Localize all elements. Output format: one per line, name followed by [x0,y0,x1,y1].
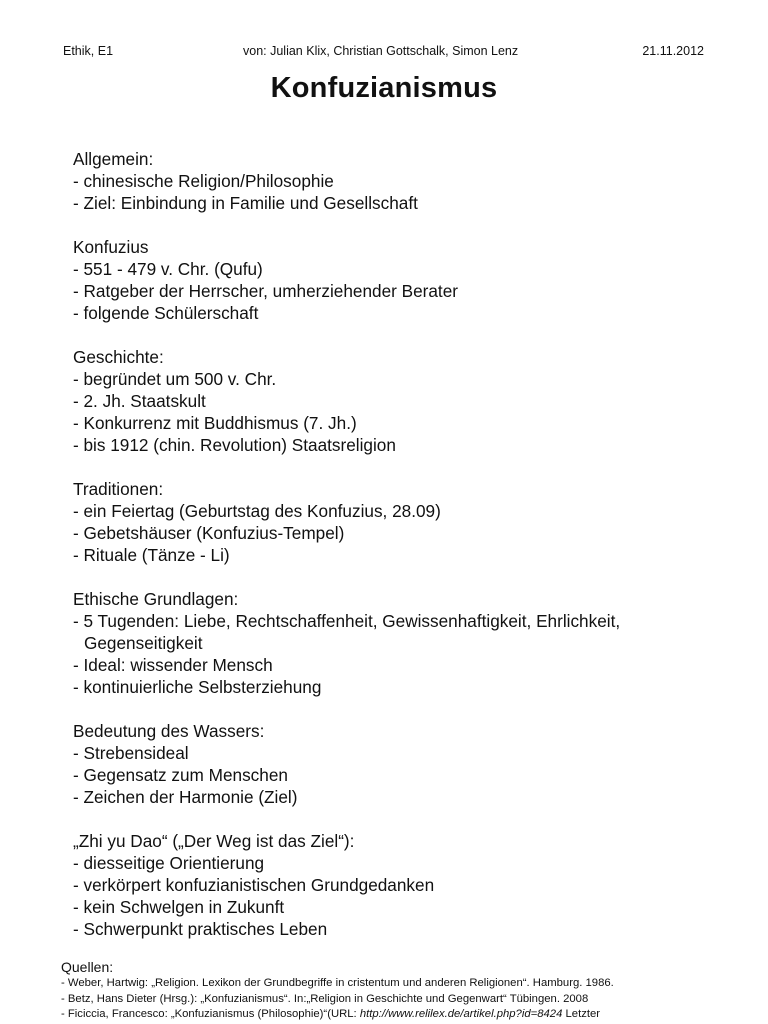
list-item: - bis 1912 (chin. Revolution) Staatsreligion [73,435,396,455]
section-ethische-grundlagen [73,588,713,698]
list-item: - begründet um 500 v. Chr. [73,369,277,389]
course-label: Ethik, E1 [63,44,114,58]
list-item: - kontinuierliche Selbsterziehung [73,677,322,697]
list-item: - Gegensatz zum Menschen [73,765,288,785]
list-item: - Ziel: Einbindung in Familie und Gesellschaft [73,193,418,213]
list-item: - Ratgeber der Herrscher, umherziehender Berater [73,281,458,301]
section-heading: Allgemein: [73,149,154,169]
list-item: - kein Schwelgen in Zukunft [73,897,285,917]
list-item: - 2. Jh. Staatskult [73,391,206,411]
section-heading: Bedeutung des Wassers: [73,721,265,741]
list-item: - Schwerpunkt praktisches Leben [73,919,328,939]
list-item: - Gebetshäuser (Konfuzius-Tempel) [73,523,345,543]
page-header [63,44,704,62]
section-bedeutung-wasser [73,720,713,808]
authors-label: von: Julian Klix, Christian Gottschalk, Simon Lenz [243,44,519,58]
section-traditionen [73,478,713,566]
list-item: - ein Feiertag (Geburtstag des Konfuzius, 28.09) [73,501,441,521]
sources-block [61,958,741,1023]
section-geschichte [73,346,713,456]
source-entry: - Betz, Hans Dieter (Hrsg.): „Konfuzianismus“. In:„Religion in Geschichte und Gegenwart“ Tübingen. 2008 [61,992,589,1005]
section-konfuzius [73,236,713,324]
section-allgemein [73,148,713,214]
source-entry: - Weber, Hartwig: „Religion. Lexikon der Grundbegriffe in cristentum und anderen Religionen“. Hamburg. 1986. [61,977,614,989]
content-body [73,148,713,962]
list-item: - 551 - 479 v. Chr. (Qufu) [73,259,263,279]
list-item: - Strebensideal [73,743,189,763]
section-heading: „Zhi yu Dao“ („Der Weg ist das Ziel“): [73,831,355,851]
list-item: - 5 Tugenden: Liebe, Rechtschaffenheit, Gewissenhaftigkeit, Ehrlichkeit, Gegenseitigkeit [73,611,621,653]
list-item: - Zeichen der Harmonie (Ziel) [73,787,298,807]
list-item: - Rituale (Tänze - Li) [73,545,230,565]
source-url-link[interactable]: http://www.relilex.de/artikel.php?id=8424 [359,1008,563,1020]
section-zhi-yu-dao [73,830,713,940]
list-item: - verkörpert konfuzianistischen Grundgedanken [73,875,435,895]
list-item: - diesseitige Orientierung [73,853,265,873]
page-title: Konfuzianismus [270,72,498,104]
section-heading: Konfuzius [73,237,149,257]
section-heading: Traditionen: [73,479,164,499]
section-heading: Geschichte: [73,347,164,367]
source-entry-suffix: Letzter [562,1008,601,1020]
source-entry-prefix: - Ficiccia, Francesco: „Konfuzianismus (Philosophie)“(URL: [61,1008,360,1020]
sources-label: Quellen: [61,959,114,975]
source-entry [61,1007,741,1023]
section-heading: Ethische Grundlagen: [73,589,239,609]
list-item: - folgende Schülerschaft [73,303,259,323]
list-item: - Konkurrenz mit Buddhismus (7. Jh.) [73,413,357,433]
list-item: - Ideal: wissender Mensch [73,655,273,675]
date-label: 21.11.2012 [642,44,704,58]
list-item: - chinesische Religion/Philosophie [73,171,334,191]
